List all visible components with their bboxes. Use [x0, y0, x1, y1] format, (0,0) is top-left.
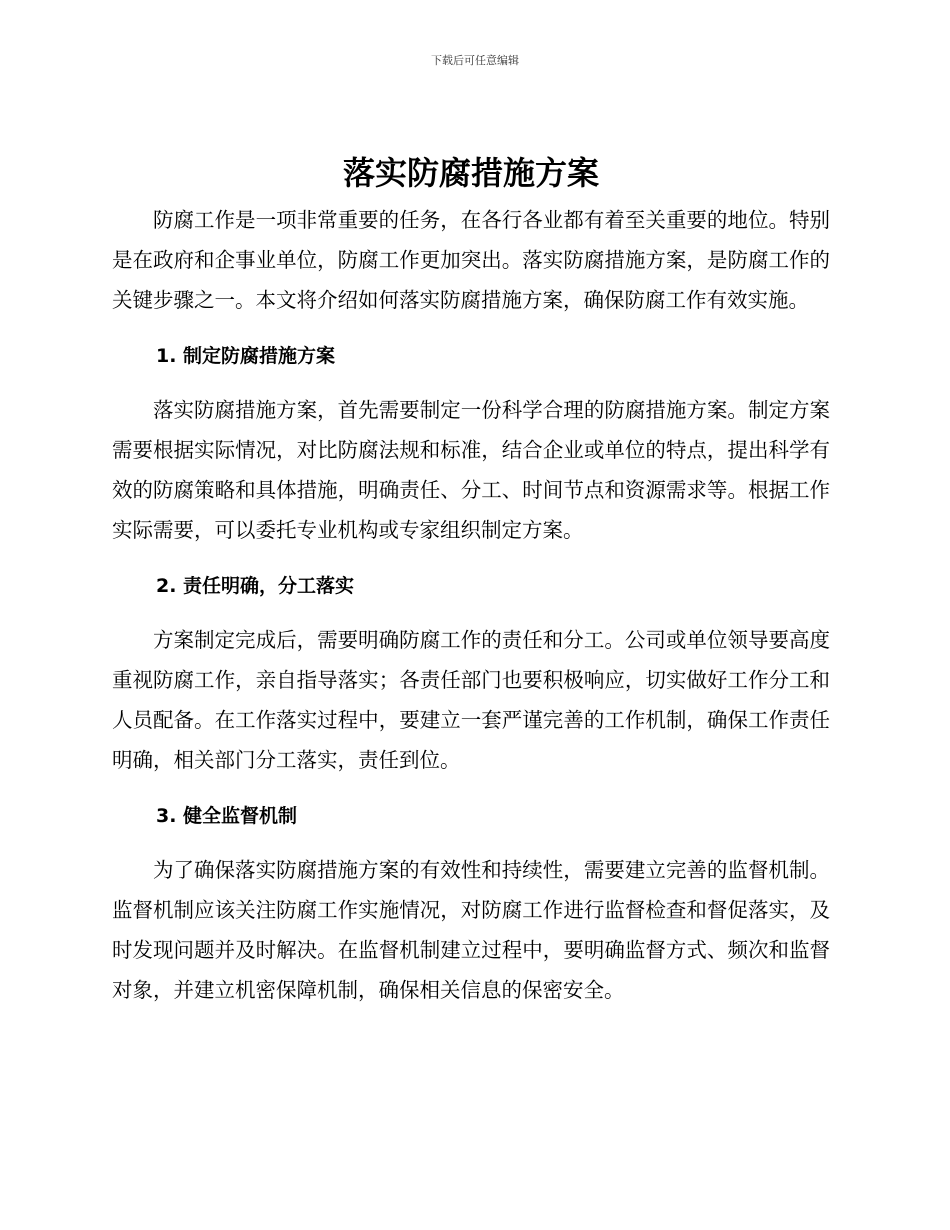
page-header-note: 下载后可任意编辑	[431, 54, 519, 67]
intro-paragraph: 防腐工作是一项非常重要的任务，在各行各业都有着至关重要的地位。特别是在政府和企事业单位，防腐工作更加突出。落实防腐措施方案，是防腐工作的关键步骤之一。本文将介绍如何落实防腐措施方案，确保防腐工作有效实施。	[112, 208, 830, 312]
section-paragraph: 为了确保落实防腐措施方案的有效性和持续性，需要建立完善的监督机制。监督机制应该关注防腐工作实施情况，对防腐工作进行监督检查和督促落实，及时发现问题并及时解决。在监督机制建立过程中，要明确监督方式、频次和监督对象，并建立机密保障机制，确保相关信息的保密安全。	[112, 858, 830, 1002]
section-3	[112, 796, 830, 1010]
document-body	[112, 150, 830, 1010]
section-2	[112, 566, 830, 780]
section-heading: 1. 制定防腐措施方案	[156, 345, 336, 367]
section-heading: 3. 健全监督机制	[156, 805, 298, 827]
section-heading: 2. 责任明确，分工落实	[156, 575, 355, 597]
section-paragraph: 方案制定完成后，需要明确防腐工作的责任和分工。公司或单位领导要高度重视防腐工作，亲自指导落实；各责任部门也要积极响应，切实做好工作分工和人员配备。在工作落实过程中，要建立一套严谨完善的工作机制，确保工作责任明确，相关部门分工落实，责任到位。	[112, 628, 830, 772]
document-title: 落实防腐措施方案	[342, 154, 599, 192]
section-1	[112, 336, 830, 550]
section-paragraph: 落实防腐措施方案，首先需要制定一份科学合理的防腐措施方案。制定方案需要根据实际情况，对比防腐法规和标准，结合企业或单位的特点，提出科学有效的防腐策略和具体措施，明确责任、分工、时间节点和资源需求等。根据工作实际需要，可以委托专业机构或专家组织制定方案。	[112, 398, 830, 542]
